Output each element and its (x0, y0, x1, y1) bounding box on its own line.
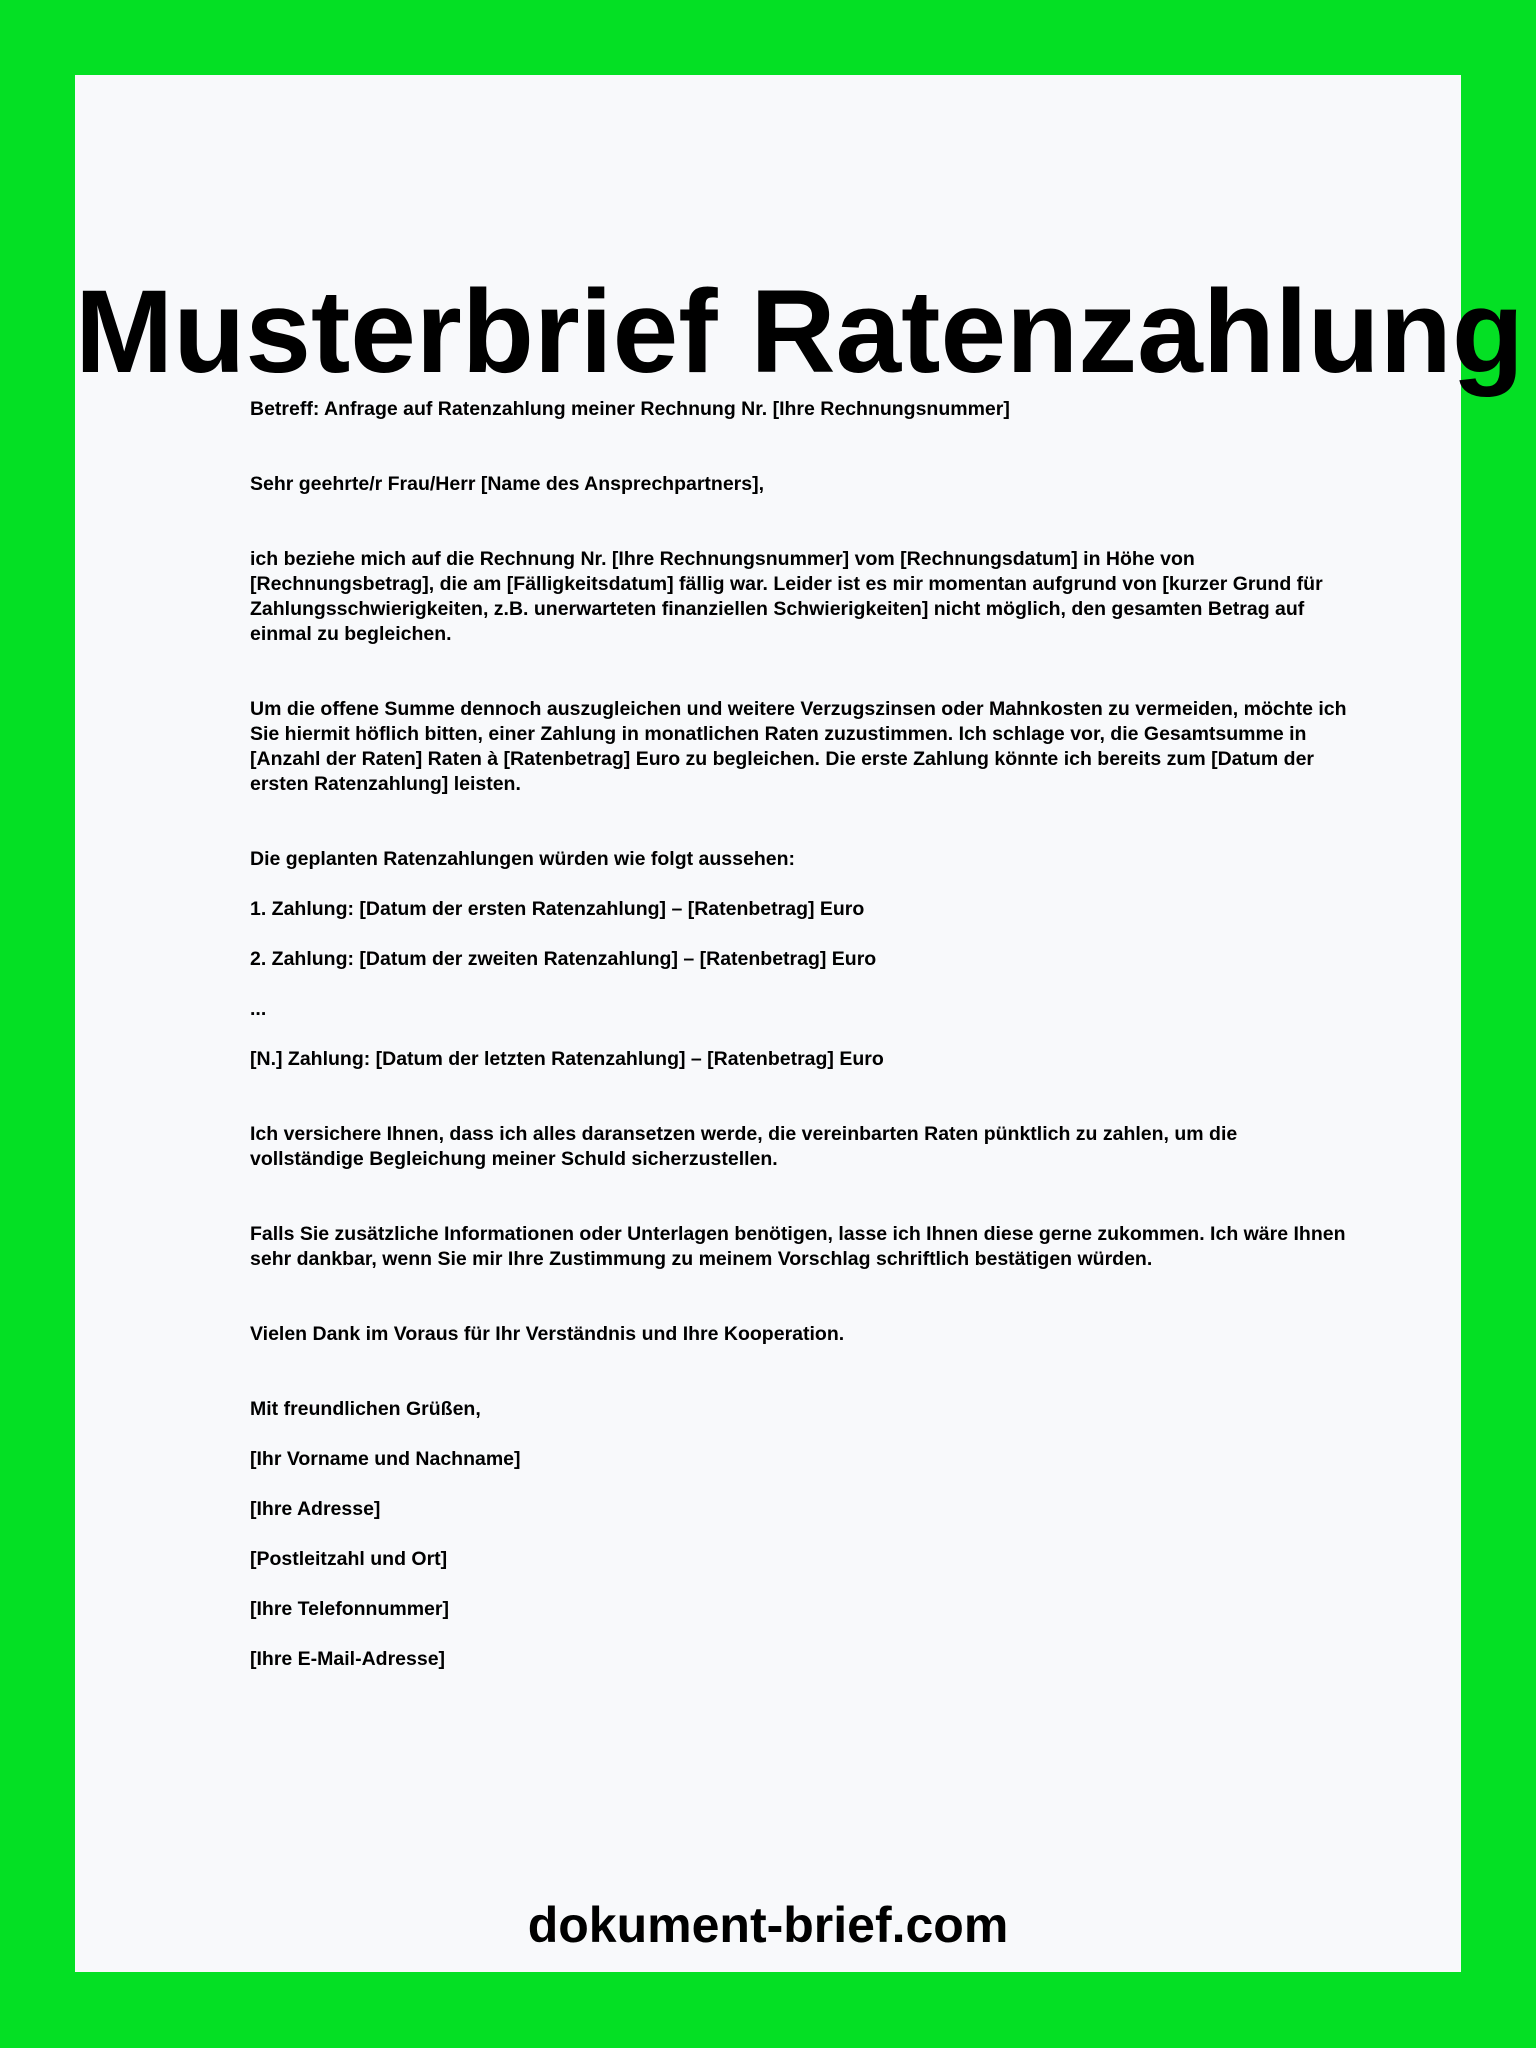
schedule-intro: Die geplanten Ratenzahlungen würden wie folgt aussehen: (250, 848, 795, 870)
signature-address: [Ihre Adresse] (250, 1498, 381, 1520)
letter-body (250, 397, 1350, 1672)
schedule-item: [N.] Zahlung: [Datum der letzten Ratenzahlung] – [Ratenbetrag] Euro (250, 1048, 884, 1070)
letter-subject: Betreff: Anfrage auf Ratenzahlung meiner Rechnung Nr. [Ihre Rechnungsnummer] (250, 398, 1010, 420)
letter-paragraph-1: ich beziehe mich auf die Rechnung Nr. [Ihre Rechnungsnummer] vom [Rechnungsdatum] in Höhe von [Rechnungsbetrag], die am [Fälligkeitsdatum] fällig war. Leider ist es mir momentan aufgrund von [kurzer Grund für Zahlungsschwierigkeiten, z.B. unerwarteten finanziellen Schwierigkeiten] nicht möglich, den gesamten Betrag auf einmal zu begleichen. (250, 548, 1323, 645)
signature-name: [Ihr Vorname und Nachname] (250, 1448, 521, 1470)
letter-paragraph-4: Falls Sie zusätzliche Informationen oder Unterlagen benötigen, lasse ich Ihnen diese gerne zukommen. Ich wäre Ihnen sehr dankbar, wenn Sie mir Ihre Zustimmung zu meinem Vorschlag schriftlich bestätigen würden. (250, 1223, 1346, 1270)
document-title: Musterbrief Ratenzahlung (75, 266, 1524, 398)
footer-website: dokument-brief.com (527, 1897, 1009, 1953)
document-sheet (75, 75, 1524, 1972)
signature-phone: [Ihre Telefonnummer] (250, 1598, 449, 1620)
letter-salutation: Sehr geehrte/r Frau/Herr [Name des Ansprechpartners], (250, 473, 765, 495)
letter-thanks: Vielen Dank im Voraus für Ihr Verständnis und Ihre Kooperation. (250, 1323, 845, 1345)
letter-paragraph-3: Ich versichere Ihnen, dass ich alles daransetzen werde, die vereinbarten Raten pünktlich zu zahlen, um die vollständige Begleichung meiner Schuld sicherzustellen. (250, 1123, 1238, 1170)
schedule-item: 1. Zahlung: [Datum der ersten Ratenzahlung] – [Ratenbetrag] Euro (250, 898, 865, 920)
signature-email: [Ihre E-Mail-Adresse] (250, 1648, 446, 1670)
letter-paragraph-2: Um die offene Summe dennoch auszugleichen und weitere Verzugszinsen oder Mahnkosten zu vermeiden, möchte ich Sie hiermit höflich bitten, einer Zahlung in monatlichen Raten zuzustimmen. Ich schlage vor, die Gesamtsumme in [Anzahl der Raten] Raten à [Ratenbetrag] Euro zu begleichen. Die erste Zahlung könnte ich bereits zum [Datum der ersten Ratenzahlung] leisten. (250, 698, 1347, 795)
letter-closing: Mit freundlichen Grüßen, (250, 1398, 481, 1420)
schedule-item: 2. Zahlung: [Datum der zweiten Ratenzahlung] – [Ratenbetrag] Euro (250, 948, 877, 970)
schedule-item: ... (250, 998, 267, 1020)
signature-postcode-city: [Postleitzahl und Ort] (250, 1548, 448, 1570)
